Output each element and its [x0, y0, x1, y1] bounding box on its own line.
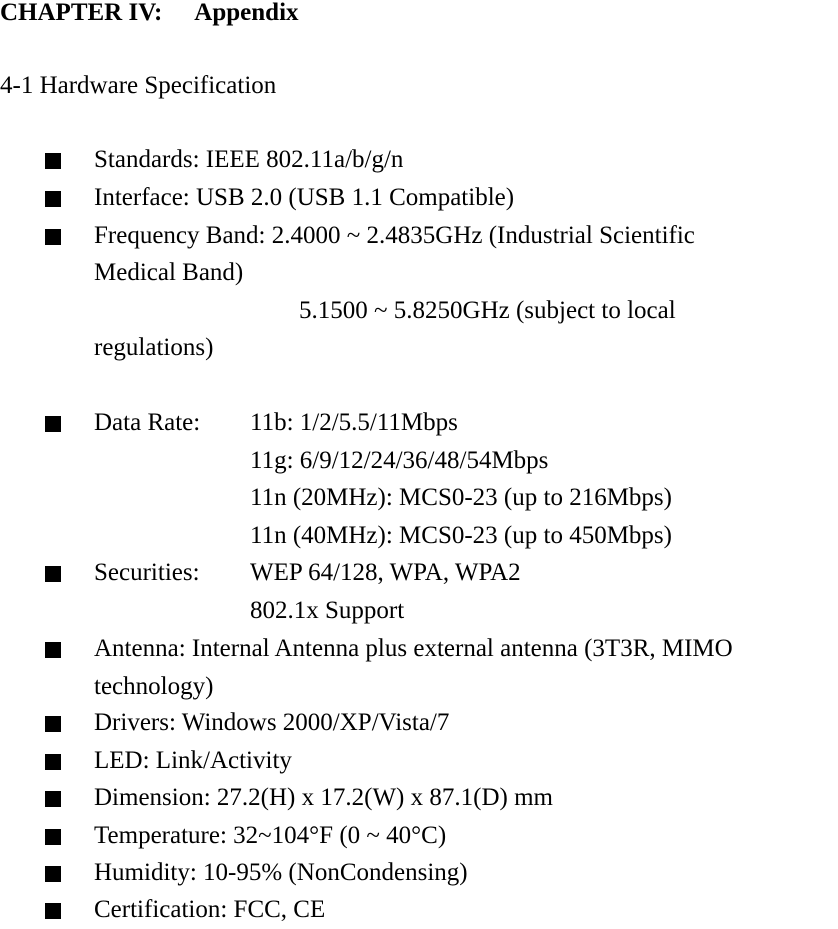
square-bullet-icon [45, 754, 61, 770]
square-bullet-icon [45, 642, 61, 658]
spec-value: 11n (20MHz): MCS0-23 (up to 216Mbps) [250, 484, 672, 511]
spec-text: Humidity: 10-95% (NonCondensing) [94, 859, 468, 886]
spec-text: Drivers: Windows 2000/XP/Vista/7 [94, 709, 450, 736]
spec-text: Interface: USB 2.0 (USB 1.1 Compatible) [94, 184, 515, 211]
spec-value: 11n (40MHz): MCS0-23 (up to 450Mbps) [250, 522, 672, 549]
square-bullet-icon [45, 191, 61, 207]
square-bullet-icon [45, 229, 61, 245]
square-bullet-icon [45, 416, 61, 432]
spec-value: WEP 64/128, WPA, WPA2 [250, 559, 521, 586]
spec-value: 11b: 1/2/5.5/11Mbps [250, 409, 458, 436]
spec-text-continued: regulations) [94, 334, 214, 361]
spec-value: 11g: 6/9/12/24/36/48/54Mbps [250, 447, 549, 474]
spec-text: Standards: IEEE 802.11a/b/g/n [94, 146, 404, 173]
spec-label: Securities: [94, 559, 200, 586]
chapter-label: CHAPTER IV: [0, 0, 163, 26]
section-title: 4-1 Hardware Specification [0, 72, 277, 99]
chapter-title: Appendix [194, 0, 299, 26]
square-bullet-icon [45, 903, 61, 919]
chapter-heading [0, 0, 299, 32]
square-bullet-icon [45, 566, 61, 582]
spec-text: Frequency Band: 2.4000 ~ 2.4835GHz (Industrial Scientific [94, 222, 695, 249]
square-bullet-icon [45, 716, 61, 732]
spec-label: Data Rate: [94, 409, 201, 436]
spec-value: 802.1x Support [250, 597, 405, 624]
spec-text: Certification: FCC, CE [94, 896, 326, 923]
spec-text-continued: technology) [94, 673, 214, 700]
square-bullet-icon [45, 829, 61, 845]
square-bullet-icon [45, 791, 61, 807]
spec-text: LED: Link/Activity [94, 747, 292, 774]
spec-text-continued: 5.1500 ~ 5.8250GHz (subject to local [299, 297, 676, 324]
spec-text: Temperature: 32~104°F (0 ~ 40°C) [94, 822, 447, 849]
square-bullet-icon [45, 866, 61, 882]
spec-text-continued: Medical Band) [94, 259, 244, 286]
spec-text: Dimension: 27.2(H) x 17.2(W) x 87.1(D) mm [94, 784, 553, 811]
square-bullet-icon [45, 153, 61, 169]
spec-text: Antenna: Internal Antenna plus external antenna (3T3R, MIMO [94, 635, 733, 662]
